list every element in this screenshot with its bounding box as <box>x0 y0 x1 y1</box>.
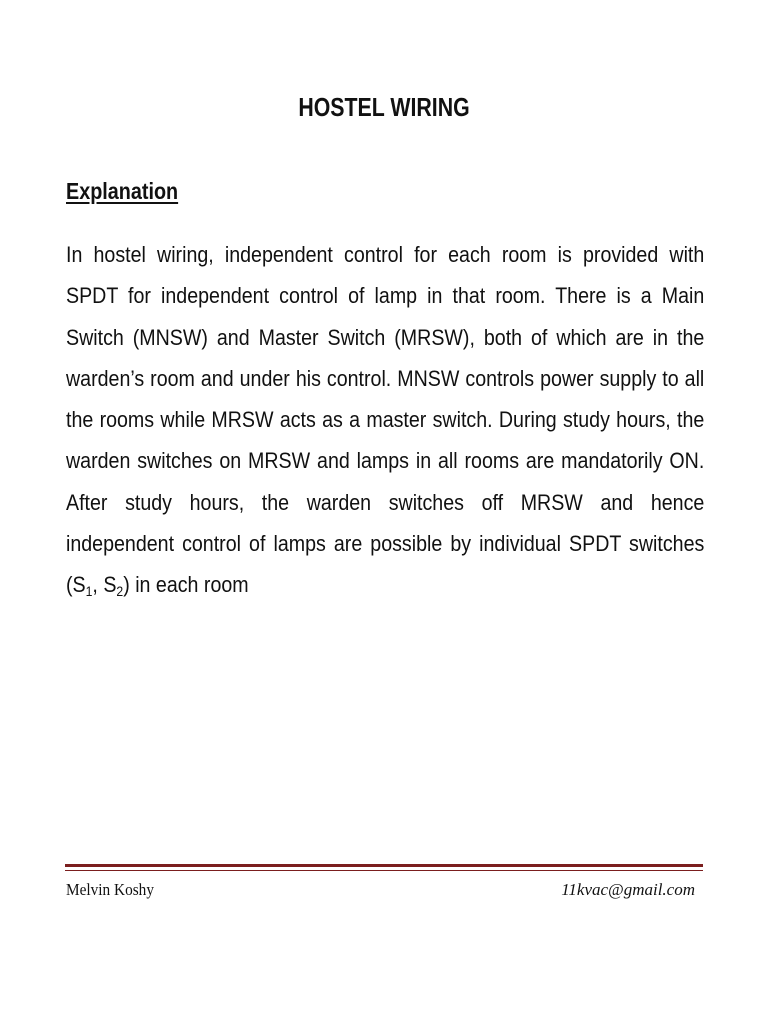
footer-email: 11kvac@gmail.com <box>561 880 695 899</box>
page-title: HOSTEL WIRING <box>298 92 470 122</box>
footer-divider-thick <box>65 864 703 867</box>
subscript-1: 1 <box>85 583 93 600</box>
paragraph-text-end: ) in each room <box>123 572 249 598</box>
section-heading: Explanation <box>66 178 179 204</box>
paragraph-text: In hostel wiring, independent control for each room is provided with SPDT for independent control of lamp in that room. There is a Main Switch (MNSW) and Master Switch (MRSW), both of which are in the warden’s room and under his control. MNSW controls power supply to all the rooms while MRSW acts as a master switch. During study hours, the warden switches on MRSW and lamps in all rooms are mandatorily ON. After study hours, the warden switches off MRSW and hence independent control of lamps are possible by individual SPDT switches (S <box>66 242 705 598</box>
footer-author: Melvin Koshy <box>66 880 154 899</box>
subscript-2: 2 <box>116 583 124 600</box>
footer-divider-thin <box>65 870 703 871</box>
paragraph-text-separator: , S <box>92 572 117 598</box>
explanation-paragraph <box>66 234 704 606</box>
